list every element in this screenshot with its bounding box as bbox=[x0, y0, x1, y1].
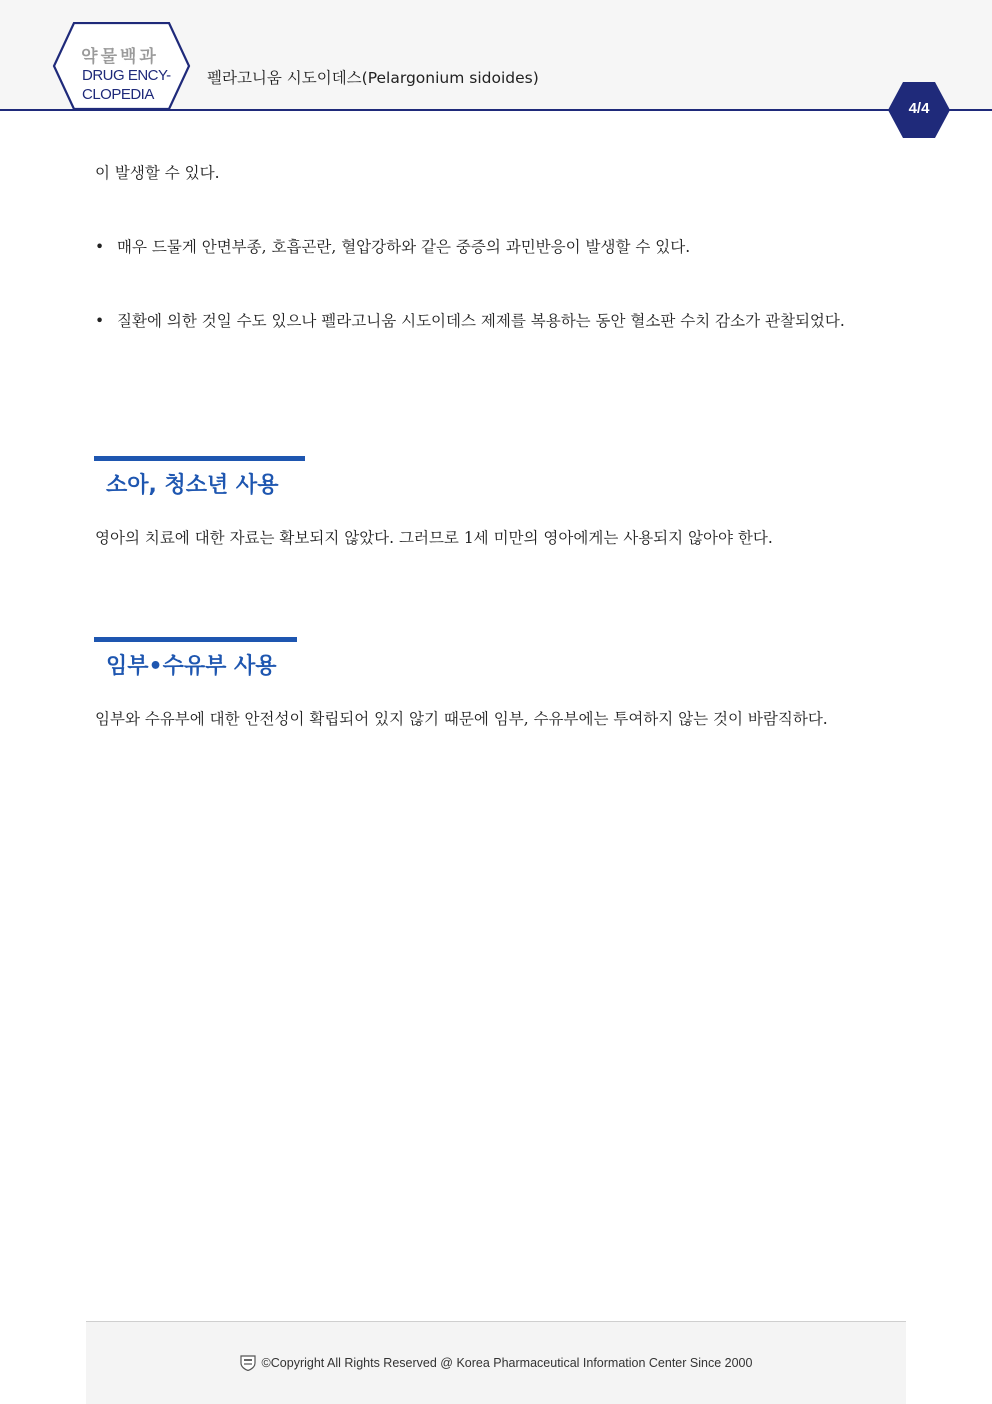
bullet-item bbox=[95, 229, 897, 265]
section-text-pediatric: 영아의 치료에 대한 자료는 확보되지 않았다. 그러므로 1세 미만의 영아에게는 사용되지 않아야 한다. bbox=[95, 529, 773, 547]
section-text-pregnancy: 임부와 수유부에 대한 안전성이 확립되어 있지 않기 때문에 임부, 수유부에는 투여하지 않는 것이 바람직하다. bbox=[95, 710, 828, 728]
footer bbox=[86, 1321, 906, 1404]
bullet-text: 매우 드물게 안면부종, 호흡곤란, 혈압강하와 같은 중증의 과민반응이 발생할 수 있다. bbox=[117, 238, 691, 256]
page-number: 4/4 bbox=[908, 100, 930, 117]
shield-emblem-icon bbox=[240, 1354, 256, 1371]
bullet-mark: • bbox=[95, 238, 105, 256]
section-rule bbox=[94, 456, 305, 461]
logo-korean-text: 약물백과 bbox=[81, 47, 159, 67]
copyright-text: ©Copyright All Rights Reserved @ Korea Pharmaceutical Information Center Since 2000 bbox=[261, 1356, 753, 1370]
footer-content bbox=[86, 1354, 906, 1371]
continuation-text: 이 발생할 수 있다. bbox=[95, 164, 220, 182]
logo-english-line2: CLOPEDIA bbox=[82, 86, 154, 103]
page-indicator-badge bbox=[887, 81, 951, 139]
section-heading-pediatric: 소아, 청소년 사용 bbox=[106, 473, 279, 498]
section-rule bbox=[94, 637, 297, 642]
logo-english-text bbox=[82, 66, 182, 104]
bullet-text: 질환에 의한 것일 수도 있으나 펠라고니움 시도이데스 제제를 복용하는 동안 혈소판 수치 감소가 관찰되었다. bbox=[117, 312, 845, 330]
document-title: 펠라고니움 시도이데스(Pelargonium sidoides) bbox=[207, 69, 539, 87]
drug-encyclopedia-logo bbox=[52, 22, 192, 112]
bullet-item bbox=[95, 303, 897, 339]
logo-english-line1: DRUG ENCY- bbox=[82, 67, 171, 84]
bullet-mark: • bbox=[95, 312, 105, 330]
section-heading-pregnancy: 임부•수유부 사용 bbox=[106, 654, 277, 679]
